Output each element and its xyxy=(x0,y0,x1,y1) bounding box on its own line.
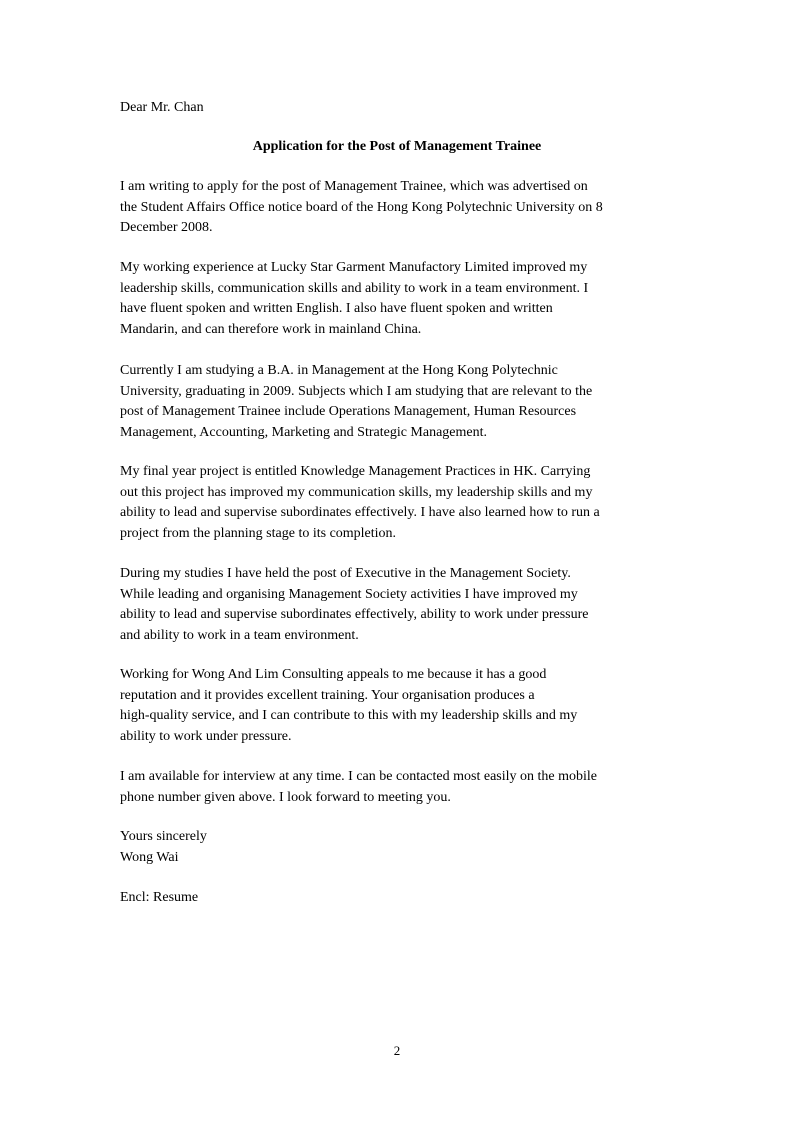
paragraph-5 xyxy=(120,564,680,647)
paragraph-line: and ability to work in a team environment. xyxy=(120,628,359,644)
paragraph-line: the Student Affairs Office notice board of the Hong Kong Polytechnic University on 8 xyxy=(120,199,603,215)
closing-block xyxy=(120,827,207,868)
paragraph-line: Mandarin, and can therefore work in mainland China. xyxy=(120,322,422,338)
paragraph-line: Management, Accounting, Marketing and Strategic Management. xyxy=(120,425,488,441)
paragraph-1 xyxy=(120,177,680,239)
paragraph-line: ability to work under pressure. xyxy=(120,729,292,745)
paragraph-line: high-quality service, and I can contribute to this with my leadership skills and my xyxy=(120,708,578,724)
salutation: Dear Mr. Chan xyxy=(120,100,204,115)
paragraph-line: out this project has improved my communication skills, my leadership skills and my xyxy=(120,484,593,500)
letter-title-text: Application for the Post of Management Trainee xyxy=(252,139,542,154)
paragraph-7 xyxy=(120,767,680,808)
closing-text: Yours sincerely xyxy=(120,829,207,844)
signature-name: Wong Wai xyxy=(120,849,179,865)
paragraph-line: Currently I am studying a B.A. in Management at the Hong Kong Polytechnic xyxy=(120,363,558,378)
paragraph-line: My final year project is entitled Knowledge Management Practices in HK. Carrying xyxy=(120,464,591,479)
paragraph-line: I am available for interview at any time. I can be contacted most easily on the mobile xyxy=(120,769,597,784)
paragraph-line: ability to lead and supervise subordinates effectively, ability to work under pressure xyxy=(120,607,589,623)
paragraph-line: leadership skills, communication skills and ability to work in a team environment. I xyxy=(120,280,589,296)
paragraph-line: University, graduating in 2009. Subjects which I am studying that are relevant to the xyxy=(120,383,593,399)
paragraph-6 xyxy=(120,665,680,748)
page-number: 2 xyxy=(393,1043,401,1058)
paragraph-line: reputation and it provides excellent training. Your organisation produces a xyxy=(120,687,535,703)
paragraph-line: Working for Wong And Lim Consulting appeals to me because it has a good xyxy=(120,667,547,682)
paragraph-4 xyxy=(120,462,680,545)
paragraph-line: project from the planning stage to its completion. xyxy=(120,526,397,542)
paragraph-line: phone number given above. I look forward to meeting you. xyxy=(120,789,451,805)
paragraph-line: While leading and organising Management Society activities I have improved my xyxy=(120,586,578,602)
paragraph-line: I am writing to apply for the post of Management Trainee, which was advertised on xyxy=(120,179,588,194)
paragraph-line: have fluent spoken and written English. I also have fluent spoken and written xyxy=(120,301,553,317)
paragraph-line: December 2008. xyxy=(120,220,213,236)
paragraph-line: ability to lead and supervise subordinates effectively. I have also learned how to run a xyxy=(120,505,600,521)
letter-title xyxy=(0,137,794,157)
paragraph-line: My working experience at Lucky Star Garment Manufactory Limited improved my xyxy=(120,260,588,275)
paragraph-3 xyxy=(120,361,680,444)
paragraph-2 xyxy=(120,258,680,341)
enclosure-note: Encl: Resume xyxy=(120,890,199,905)
paragraph-line: post of Management Trainee include Operations Management, Human Resources xyxy=(120,404,577,420)
paragraph-line: During my studies I have held the post of Executive in the Management Society. xyxy=(120,566,571,581)
